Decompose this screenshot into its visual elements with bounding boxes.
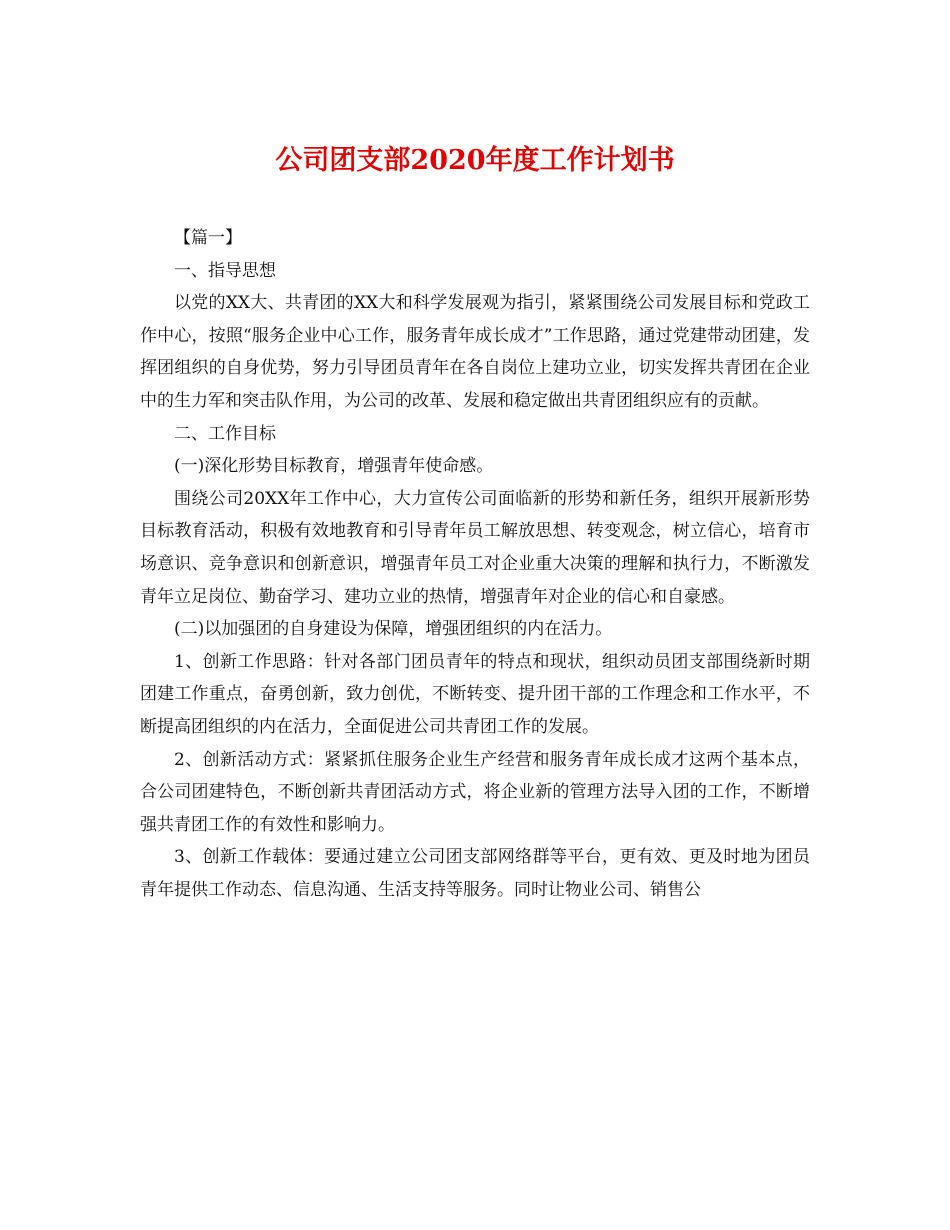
heading-work-goals: 二、工作目标 [174, 423, 276, 444]
subheading-goal-2: (二)以加强团的自身建设为保障，增强团组织的内在活力。 [174, 619, 613, 640]
page-title: 公司团支部2020年度工作计划书 [275, 145, 675, 176]
paragraph-innovate-carriers: 3、创新工作载体：要通过建立公司团支部网络群等平台，更有效、更及时地为团员青年提供工作动态、信息沟通、生活支持等服务。同时让物业公司、销售公 [140, 847, 810, 900]
paragraph-guiding-ideology: 以党的XX大、共青团的XX大和科学发展观为指引，紧紧围绕公司发展目标和党政工作中心，按照“服务企业中心工作，服务青年成长成才”工作思路，通过党建带动团建，发挥团组织的自身优势，努力引导团员青年在各自岗位上建功立业，切实发挥共青团在企业中的生力军和突击队作用，为公司的改革、发展和稳定做出共青团组织应有的贡献。 [140, 293, 810, 411]
paragraph-goal-1: 围绕公司20XX年工作中心，大力宣传公司面临新的形势和新任务，组织开展新形势目标教育活动，积极有效地教育和引导青年员工解放思想、转变观念，树立信心，培育市场意识、竞争意识和创新意识，增强青年员工对企业重大决策的理解和执行力，不断激发青年立足岗位、勤奋学习、建功立业的热情，增强青年对企业的信心和自豪感。 [140, 488, 810, 607]
document-body [140, 222, 810, 906]
paragraph-innovate-activities: 2、创新活动方式：紧紧抓住服务企业生产经营和服务青年成长成才这两个基本点，合公司团建特色，不断创新共青团活动方式，将企业新的管理方法导入团的工作，不断增强共青团工作的有效性和影响力。 [140, 749, 810, 835]
heading-guiding-ideology: 一、指导思想 [174, 260, 276, 281]
subheading-goal-1: (一)深化形势目标教育，增强青年使命感。 [174, 456, 494, 477]
paragraph-innovate-thinking: 1、创新工作思路：针对各部门团员青年的特点和现状，组织动员团支部围绕新时期团建工作重点，奋勇创新，致力创优，不断转变、提升团干部的工作理念和工作水平，不断提高团组织的内在活力，全面促进公司共青团工作的发展。 [140, 651, 810, 737]
section-tag: 【篇一】 [174, 228, 242, 248]
